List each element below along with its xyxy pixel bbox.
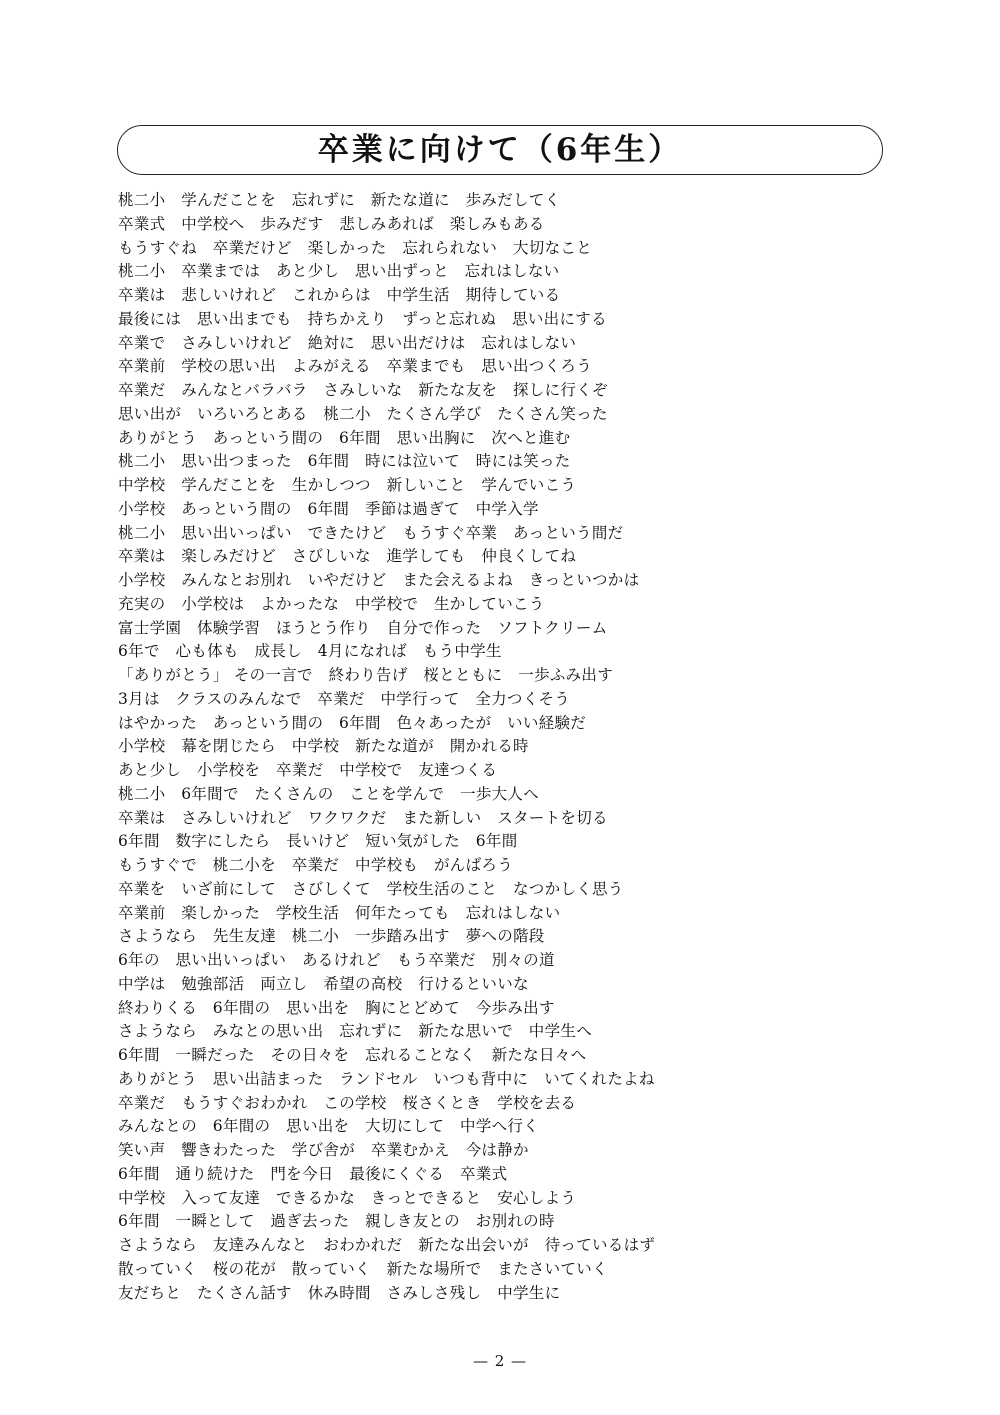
poem-line: 小学校 みんなとお別れ いやだけど また会えるよね きっといつかは: [118, 571, 640, 589]
page-number: — 2 —: [472, 1352, 528, 1370]
title-banner: [117, 125, 883, 175]
poem-line: 卒業で さみしいけれど 絶対に 思い出だけは 忘れはしない: [118, 333, 577, 352]
poem-line: 桃二小 卒業までは あと少し 思い出ずっと 忘れはしない: [118, 262, 560, 281]
poem-line: 桃二小 6年間で たくさんの ことを学んで 一歩大人へ: [118, 784, 539, 803]
poem-line: 最後には 思い出までも 持ちかえり ずっと忘れぬ 思い出にする: [118, 309, 607, 328]
poem-line: もうすぐで 桃二小を 卒業だ 中学校も がんばろう: [118, 856, 514, 874]
poem-line: 桃二小 思い出いっぱい できたけど もうすぐ卒業 あっという間だ: [118, 523, 624, 542]
poem-line: 終わりくる 6年間の 思い出を 胸にとどめて 今歩み出す: [118, 998, 555, 1017]
poem-line: 中学校 学んだことを 生かしつつ 新しいこと 学んでいこう: [118, 476, 577, 494]
poem-line: 桃二小 思い出つまった 6年間 時には泣いて 時には笑った: [118, 452, 571, 471]
poem-line: 6年間 数字にしたら 長いけど 短い気がした 6年間: [118, 832, 518, 851]
poem-line: はやかった あっという間の 6年間 色々あったが いい経験だ: [118, 713, 587, 732]
page-title: 卒業に向けて（6年生）: [317, 131, 683, 168]
poem-line: あと少し 小学校を 卒業だ 中学校で 友達つくる: [118, 761, 498, 779]
poem-line: 6年間 一瞬として 過ぎ去った 親しき友との お別れの時: [118, 1212, 555, 1231]
poem-line: 卒業は 楽しみだけど さびしいな 進学しても 仲良くしてね: [118, 547, 577, 566]
poem-line: 小学校 幕を閉じたら 中学校 新たな道が 開かれる時: [118, 737, 529, 756]
poem-line: 富士学園 体験学習 ほうとう作り 自分で作った ソフトクリーム: [118, 618, 608, 637]
poem-line: 卒業だ もうすぐおわかれ この学校 桜さくとき 学校を去る: [118, 1093, 577, 1112]
poem-line: 6年で 心も体も 成長し 4月になれば もう中学生: [118, 642, 502, 661]
poem-line: 卒業は 悲しいけれど これからは 中学生活 期待している: [118, 286, 561, 304]
poem-line: 卒業前 学校の思い出 よみがえる 卒業までも 思い出つくろう: [118, 357, 593, 376]
poem-line: 中学校 入って友達 できるかな きっとできると 安心しよう: [118, 1188, 577, 1207]
poem-line: 笑い声 響きわたった 学び舎が 卒業むかえ 今は静か: [118, 1141, 529, 1159]
poem-line: 6年の 思い出いっぱい あるけれど もう卒業だ 別々の道: [118, 951, 555, 969]
poem-line: 桃二小 学んだことを 忘れずに 新たな道に 歩みだしてく: [118, 191, 561, 209]
poem-line: 卒業は さみしいけれど ワクワクだ また新しい スタートを切る: [118, 808, 608, 827]
poem-line: 中学は 勉強部活 両立し 希望の高校 行けるといいな: [118, 974, 529, 993]
poem-line: 思い出が いろいろとある 桃二小 たくさん学び たくさん笑った: [118, 404, 608, 423]
poem-line: 卒業式 中学校へ 歩みだす 悲しみあれば 楽しみもある: [118, 214, 545, 233]
poem-line: さようなら みなとの思い出 忘れずに 新たな思いで 中学生へ: [118, 1022, 593, 1041]
poem-line: 6年間 一瞬だった その日々を 忘れることなく 新たな日々へ: [118, 1046, 587, 1064]
poem-line: 卒業だ みんなとバラバラ さみしいな 新たな友を 探しに行くぞ: [118, 381, 608, 399]
poem-line: ありがとう 思い出詰まった ランドセル いつも背中に いてくれたよね: [118, 1069, 655, 1088]
poem-line: 3月は クラスのみんなで 卒業だ 中学行って 全力つくそう: [118, 689, 571, 708]
poem-line: ありがとう あっという間の 6年間 思い出胸に 次へと進む: [118, 428, 571, 447]
poem-line: 卒業前 楽しかった 学校生活 何年たっても 忘れはしない: [118, 903, 561, 922]
poem-line: もうすぐね 卒業だけど 楽しかった 忘れられない 大切なこと: [118, 238, 593, 257]
poem-line: 散っていく 桜の花が 散っていく 新たな場所で またさいていく: [118, 1259, 608, 1278]
poem-line: さようなら 友達みんなと おわかれだ 新たな出会いが 待っているはず: [118, 1236, 656, 1254]
poem-list: [118, 189, 898, 1305]
poem-line: 充実の 小学校は よかったな 中学校で 生かしていこう: [118, 594, 545, 613]
poem-line: 友だちと たくさん話す 休み時間 さみしさ残し 中学生に: [118, 1283, 561, 1302]
poem-line: 「ありがとう」 その一言で 終わり告げ 桜とともに 一歩ふみ出す: [118, 666, 614, 684]
poem-line: 6年間 通り続けた 門を今日 最後にくぐる 卒業式: [118, 1164, 508, 1183]
poem-line: 小学校 あっという間の 6年間 季節は過ぎて 中学入学: [118, 499, 539, 518]
poem-line: みんなとの 6年間の 思い出を 大切にして 中学へ行く: [118, 1117, 539, 1136]
poem-line: 卒業を いざ前にして さびしくて 学校生活のこと なつかしく思う: [118, 879, 624, 898]
poem-line: さようなら 先生友達 桃二小 一歩踏み出す 夢への階段: [118, 927, 545, 946]
